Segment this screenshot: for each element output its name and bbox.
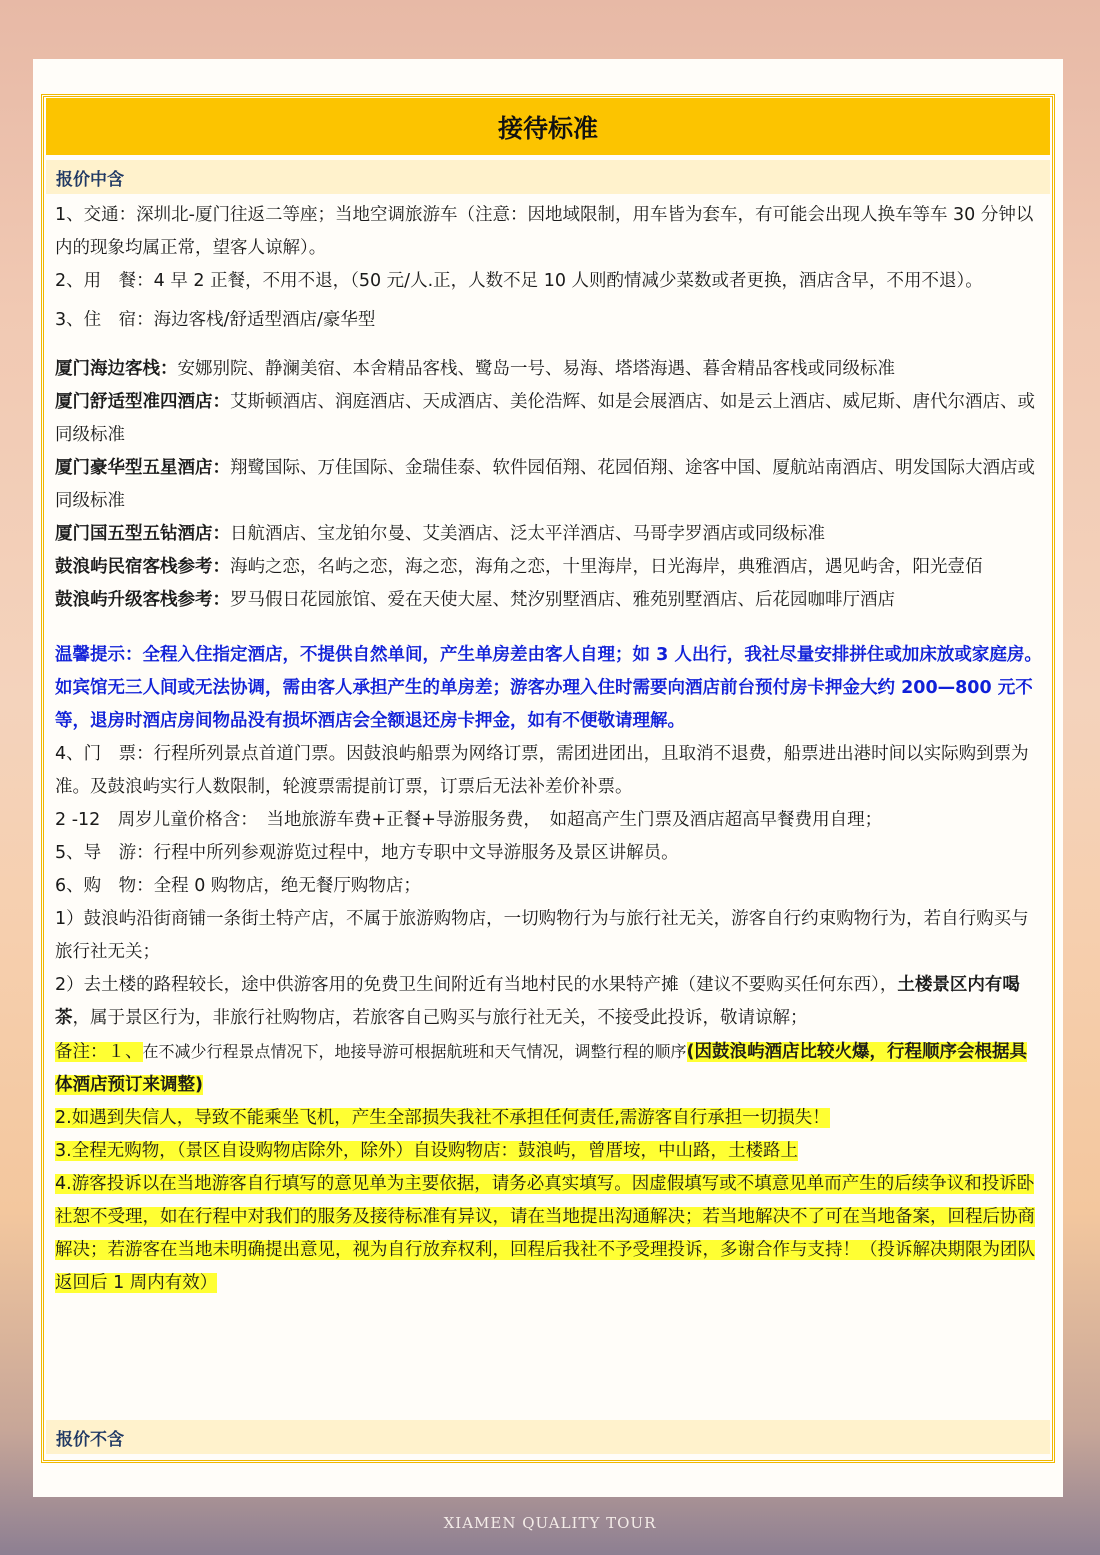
hotel-line <box>55 584 1043 617</box>
shopping-note-2 <box>55 969 1043 1035</box>
remark-1-bold: (因鼓浪屿酒店比较火爆，行程顺序会根据具体酒店预订来调整) <box>55 1042 1028 1095</box>
item-child-price: 2 -12 周岁儿童价格含： 当地旅游车费+正餐+导游服务费， 如超高产生门票及酒店超高早餐费用自理； <box>55 810 883 830</box>
included-content <box>55 199 1043 1300</box>
remark-prefix: 备注：１、 <box>55 1042 143 1062</box>
hotel-label: 厦门海边客栈： <box>55 359 178 379</box>
hotel-label: 厦门舒适型准四酒店： <box>55 392 230 412</box>
shopping-note-2-bold: 土楼景区内有喝茶 <box>55 975 1020 1028</box>
section-excluded-header: 报价不含 <box>46 1420 1050 1454</box>
hotel-line <box>55 386 1043 452</box>
warm-notice: 温馨提示：全程入住指定酒店，不提供自然单间，产生单房差由客人自理；如 3 人出行，我社尽量安排拼住或加床放或家庭房。如宾馆无三人间或无法协调，需由客人承担产生的单房差；游客办理入住时需要向酒店前台预付房卡押金大约 200—800 元不等，退房时酒店房间物品没有损坏酒店会全额退还房卡押金，如有不便敬请理解。 <box>55 645 1042 731</box>
footer-brand: XIAMEN QUALITY TOUR <box>443 1514 657 1532</box>
hotel-text: 安娜别院、静澜美宿、本舍精品客栈、鹭岛一号、易海、塔塔海遇、暮舍精品客栈或同级标准 <box>177 359 895 379</box>
hotel-label: 厦门国五型五钻酒店： <box>55 524 230 544</box>
hotel-label: 厦门豪华型五星酒店： <box>55 458 230 478</box>
remark-2 <box>55 1102 1043 1135</box>
item-tickets: 4、门 票：行程所列景点首道门票。因鼓浪屿船票为网络订票，需团进团出，且取消不退费，船票进出港时间以实际购到票为准。及鼓浪屿实行人数限制，轮渡票需提前订票，订票后无法补差价补票。 <box>55 744 1029 797</box>
hotel-text: 艾斯顿酒店、润庭酒店、天成酒店、美伦浩辉、如是会展酒店、如是云上酒店、威尼斯、唐代尔酒店、或同级标准 <box>55 392 1035 445</box>
remark-1-text: 在不减少行程景点情况下，地接导游可根据航班和天气情况，调整行程的顺序 <box>142 1042 687 1061</box>
remark-3-text: 3.全程无购物，（景区自设购物店除外，除外）自设购物店：鼓浪屿，曾厝垵，中山路，土楼路上 <box>55 1141 798 1161</box>
item-guide: 5、导 游：行程中所列参观游览过程中，地方专职中文导游服务及景区讲解员。 <box>55 843 679 863</box>
hotel-text: 翔鹭国际、万佳国际、金瑞佳泰、软件园佰翔、花园佰翔、途客中国、厦航站南酒店、明发国际大酒店或同级标准 <box>55 458 1035 511</box>
item-stay: 3、住 宿：海边客栈/舒适型酒店/豪华型 <box>55 310 376 330</box>
shopping-note-1: 1）鼓浪屿沿街商铺一条街土特产店，不属于旅游购物店，一切购物行为与旅行社无关，游客自行约束购物行为，若自行购买与旅行社无关； <box>55 909 1029 962</box>
hotel-line <box>55 551 1043 584</box>
hotel-line <box>55 452 1043 518</box>
remark-1 <box>55 1035 1043 1102</box>
remark-3 <box>55 1135 1043 1168</box>
hotel-text: 日航酒店、宝龙铂尔曼、艾美酒店、泛太平洋酒店、马哥孛罗酒店或同级标准 <box>230 524 825 544</box>
item-meals: 2、用 餐：4 早 2 正餐，不用不退，（50 元/人.正，人数不足 10 人则酌情减少菜数或者更换，酒店含早，不用不退）。 <box>55 271 983 291</box>
hotel-label: 鼓浪屿升级客栈参考： <box>55 590 230 610</box>
hotel-line <box>55 353 1043 386</box>
hotel-label: 鼓浪屿民宿客栈参考： <box>55 557 230 577</box>
remark-2-text: 2.如遇到失信人，导致不能乘坐飞机，产生全部损失我社不承担任何责任,需游客自行承担一切损失！ <box>55 1108 830 1128</box>
item-shopping: 6、购 物：全程 0 购物店，绝无餐厅购物店； <box>55 876 421 896</box>
section-included-header: 报价中含 <box>46 160 1050 194</box>
remark-4 <box>55 1168 1043 1300</box>
item-transport: 1、交通：深圳北-厦门往返二等座；当地空调旅游车（注意：因地域限制，用车皆为套车，有可能会出现人换车等车 30 分钟以内的现象均属正常，望客人谅解）。 <box>55 205 1034 258</box>
remark-4-text: 4.游客投诉以在当地游客自行填写的意见单为主要依据，请务必真实填写。因虚假填写或不填意见单而产生的后续争议和投诉卧社恕不受理，如在行程中对我们的服务及接待标准有异议，请在当地提出沟通解决；若当地解决不了可在当地备案，回程后协商解决；若游客在当地未明确提出意见，视为自行放弃权利，回程后我社不予受理投诉，多谢合作与支持！（投诉解决期限为团队返回后 1 周内有效） <box>55 1174 1035 1293</box>
hotel-text: 海屿之恋，名屿之恋，海之恋，海角之恋，十里海岸，日光海岸，典雅酒店，遇见屿舍，阳光壹佰 <box>230 557 983 577</box>
shopping-note-2-a: 2）去土楼的路程较长，途中供游客用的免费卫生间附近有当地村民的水果特产摊（建议不要购买任何东西）， <box>55 975 898 995</box>
shopping-note-2-c: ，属于景区行为，非旅行社购物店，若旅客自己购买与旅行社无关，不接受此投诉，敬请谅解； <box>72 1008 808 1028</box>
hotel-text: 罗马假日花园旅馆、爱在天使大屋、梵汐别墅酒店、雅苑别墅酒店、后花园咖啡厅酒店 <box>230 590 895 610</box>
page-title: 接待标准 <box>46 98 1050 155</box>
hotel-line <box>55 518 1043 551</box>
